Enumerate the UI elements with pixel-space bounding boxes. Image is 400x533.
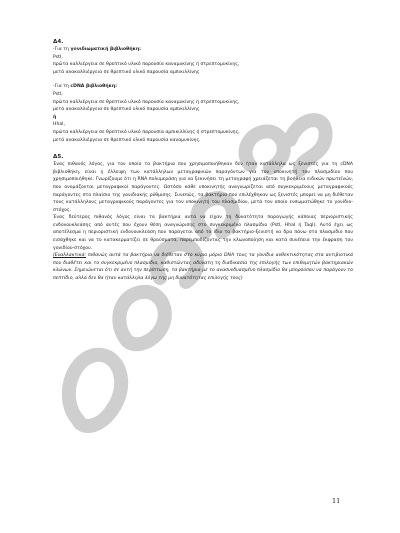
or-separator: ή — [53, 114, 57, 120]
genomic-library-label: -Για τη γονιδιωματική βιβλιοθήκη: — [53, 47, 141, 52]
answer-paragraph-1: Ένας πιθανός λόγος, για τον οποίο τα βακτήρια που χρησιμοποιήθηκαν δεν ήταν κατάλληλα ως ξενιστές για τη cDNA βιβλιοθήκη, είναι η έλλειψη των κατάλληλων μεταγραφικών παραγόντων για τον υποκινητή του πλασμιδίου που χρησιμοποιήθηκε. Γνωρίζουμε ότι η RNA πολυμεράση για να ξεκινήσει τη μεταγραφή χρειάζεται τη βοήθεια ειδικών πρωτεϊνών, που ονομάζονται μεταγραφικοί παράγοντες. Ωστόσο κάθε υποκινητής αναγνωρίζεται από συγκεκριμένους μεταγραφικούς παράγοντες στο πλαίσιο της γονιδιακής ρύθμισης. Συνεπώς, τα βακτήρια που επιλέχθηκαν ως ξενιστές μπορεί να μη διέθεταν τους κατάλληλους μεταγραφικούς παράγοντες για τον υποκινητή του πλασμιδίου, μετά τον οποίο ενσωματώθηκε το γονίδιο-στόχος. — [53, 162, 353, 213]
genomic-line: PstI, — [53, 54, 63, 60]
answer-paragraph-2: Ένας δεύτερος πιθανός λόγος είναι τα βακτήρια αυτά να είχαν τη δυνατότητα παραγωγής κάποιας περιοριστικής ενδονουκλεάσης από αυτές που έχουν θέση αναγνώρισης στο συγκεκριμένο πλασμίδιο (PstI, HhaI ή TaqI). Αυτό έχει ως αποτέλεσμα η περιοριστική ενδονουκλεάση που παράγεται από το ίδιο το βακτήριο-ξενιστή να δρα πάνω στο πλασμίδιο που εισάχθηκε και να το κατακερματίζει σε θραύσματα, παρεμποδίζοντας την κλωνοποίηση και κατά συνέπεια την έκφραση του γονιδίου-στόχου. — [53, 215, 353, 251]
document-body — [53, 38, 353, 283]
cdna-line: HhaI, — [53, 122, 65, 128]
section-heading-d5: Δ5. — [53, 154, 64, 161]
cdna-line: PstI, — [53, 91, 63, 97]
page-number: 11 — [332, 497, 341, 505]
genomic-line: πρώτα καλλιέργεια σε θρεπτικό υλικό παρουσία καναμυκίνης ή στρεπτομυκίνης, — [53, 62, 240, 68]
cdna-line: πρώτα καλλιέργεια σε θρεπτικό υλικό παρουσία αμπικιλλίνης ή στρεπτομυκίνης, — [53, 129, 240, 135]
section-heading-d4: Δ4. — [53, 39, 64, 45]
genomic-line: μετά ανακαλλιέργεια σε θρεπτικό υλικό παρουσία αμπικιλλίνης — [53, 69, 200, 75]
cdna-library-label: -Για τη cDNA βιβλιοθήκη: — [53, 84, 117, 90]
cdna-line: πρώτα καλλιέργεια σε θρεπτικό υλικό παρουσία καναμυκίνης ή στρεπτομυκίνης, — [53, 99, 240, 105]
cdna-line: μετά ανακαλλιέργεια σε θρεπτικό υλικό παρουσία αμπικιλλίνης — [53, 107, 200, 113]
alternative-paragraph: (Εναλλακτικά: πιθανώς αυτά τα βακτήρια να διέθεταν στο κύριο μόριο DNA τους τα γονίδια ανθεκτικότητας στα αντιβιοτικά που διαθέτει και το συγκεκριμένο πλασμίδιο, καθιστώντας αδύνατη τη διαδικασία της επιλογής των επιθυμητών βακτηριακών κλώνων. Σημειώνεται ότι σε αυτή την περίπτωση, τα βακτήρια με το ανασυνδυασμένο πλασμίδιο θα μπορούσαν να παράγουν το πεπτίδιο, αλλά δεν θα ήταν κατάλληλα λόγω της μη δυνατότητας επιλογής τους) — [53, 253, 353, 282]
cdna-line: μετά ανακαλλιέργεια σε θρεπτικό υλικό παρουσία καναμυκίνης. — [53, 137, 201, 143]
